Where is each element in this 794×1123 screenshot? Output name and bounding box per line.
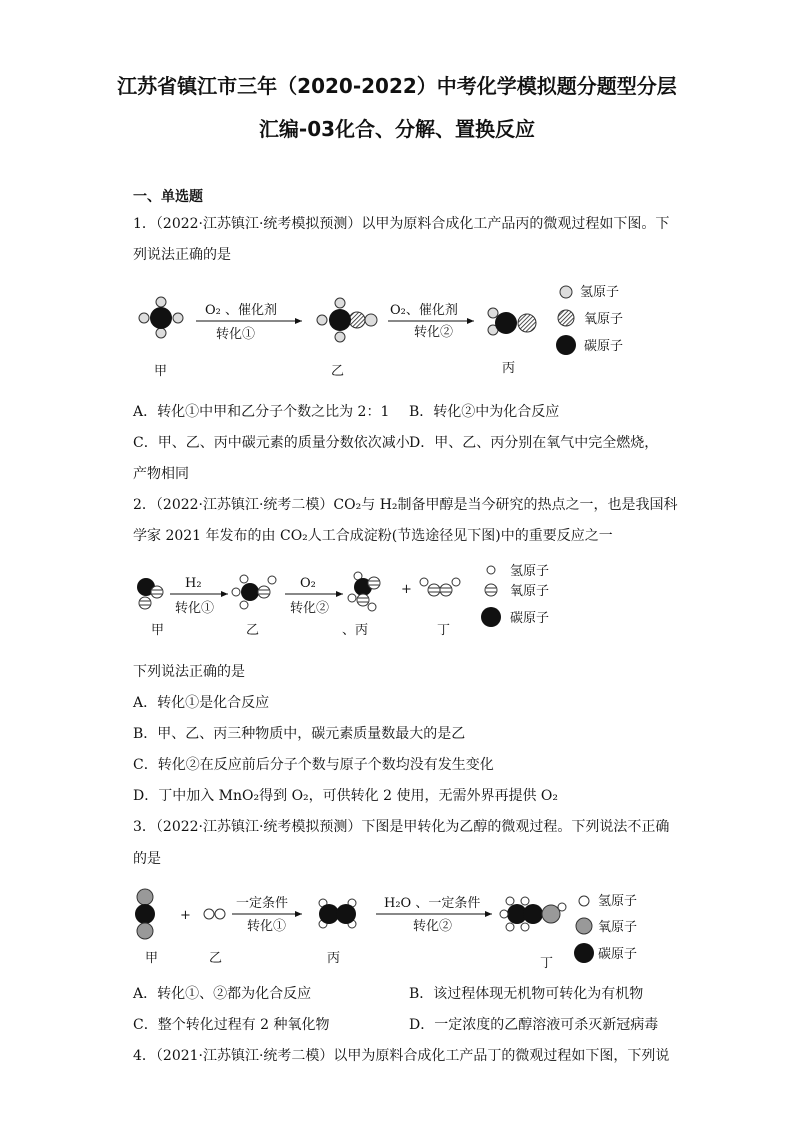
q2-arrow1-top: H₂	[185, 576, 202, 591]
q3-option-c: C．整个转化过程有 2 种氧化物	[133, 1017, 330, 1033]
q1-label-bing: 丙	[502, 361, 516, 376]
q1-stem-line2: 列说法正确的是	[133, 247, 231, 263]
q3-legend-o: 氧原子	[598, 920, 638, 935]
q2-molecule-yi	[232, 575, 276, 609]
q2-legend	[481, 564, 549, 627]
q2-label-jia: 甲	[151, 623, 165, 638]
q3-option-d: D．一定浓度的乙醇溶液可杀灭新冠病毒	[409, 1017, 659, 1033]
q2-molecule-jia	[137, 578, 163, 609]
q1-option-c: C．甲、乙、丙中碳元素的质量分数依次减小	[133, 435, 410, 451]
q1-arrow2-top: O₂、催化剂	[390, 303, 458, 318]
q1-molecule-bing	[488, 308, 536, 335]
q3-label-jia: 甲	[145, 951, 159, 966]
q2-arrow1-bottom: 转化①	[175, 601, 215, 616]
q3-option-a: A．转化①、②都为化合反应	[133, 986, 312, 1002]
q1-legend-c: 碳原子	[584, 339, 624, 354]
q1-option-d: D．甲、乙、丙分别在氧气中完全燃烧，	[409, 435, 659, 451]
q3-plus: +	[180, 908, 191, 923]
q1-legend-h: 氢原子	[580, 285, 620, 300]
q3-label-yi: 乙	[209, 951, 223, 966]
q3-molecule-ding	[500, 897, 566, 931]
q2-legend-h: 氢原子	[510, 564, 550, 579]
q2-stem-line1: 2．（2022·江苏镇江·统考二模）CO₂与 H₂制备甲醇是当今研究的热点之一，也是我国科	[133, 497, 678, 513]
q3-legend-h: 氢原子	[598, 894, 638, 909]
q2-option-c: C．转化②在反应前后分子个数与原子个数均没有发生变化	[133, 757, 494, 773]
q3-molecule-jia	[135, 889, 155, 939]
q3-molecule-yi	[204, 909, 225, 919]
q2-stem-line2: 学家 2021 年发布的由 CO₂人工合成淀粉(节选途径见下图)中的重要反应之一	[133, 528, 613, 544]
q2-arrow2-bottom: 转化②	[290, 601, 330, 616]
q3-molecule-bing	[319, 899, 356, 928]
q3-stem-line1: 3．（2022·江苏镇江·统考模拟预测）下图是甲转化为乙醇的微观过程。下列说法不正确	[133, 819, 670, 835]
q2-option-a: A．转化①是化合反应	[133, 695, 270, 711]
q2-legend-c: 碳原子	[510, 611, 550, 626]
q3-legend-c: 碳原子	[598, 947, 638, 962]
q2-option-d: D．丁中加入 MnO₂得到 O₂，可供转化 2 使用，无需外界再提供 O₂	[133, 788, 559, 804]
q3-arrow1-bottom: 转化①	[247, 919, 287, 934]
q2-molecule-ding	[420, 578, 460, 596]
q2-label-bing: 、丙	[342, 623, 369, 638]
q1-label-yi: 乙	[331, 364, 345, 379]
q1-option-b: B．转化②中为化合反应	[409, 404, 560, 420]
q3-arrow2-top: H₂O 、一定条件	[384, 896, 481, 911]
q2-legend-o: 氧原子	[510, 584, 550, 599]
q3-stem-line2: 的是	[133, 851, 161, 867]
q1-arrow1-top: O₂ 、催化剂	[205, 303, 278, 318]
q2-question: 下列说法正确的是	[133, 664, 245, 680]
q1-arrow2-bottom: 转化②	[414, 325, 454, 340]
q1-arrow1-bottom: 转化①	[216, 327, 256, 342]
section-heading: 一、单选题	[133, 189, 203, 205]
doc-title-line1: 江苏省镇江市三年（2020-2022）中考化学模拟题分题型分层	[117, 74, 677, 98]
q3-arrow2-bottom: 转化②	[413, 919, 453, 934]
q2-label-yi: 乙	[246, 623, 260, 638]
q3-option-b: B．该过程体现无机物可转化为有机物	[409, 986, 644, 1002]
q1-legend	[556, 285, 623, 355]
q1-molecule-jia	[139, 297, 183, 338]
q2-arrow2-top: O₂	[300, 576, 316, 591]
q3-label-ding: 丁	[540, 956, 554, 971]
q1-label-jia: 甲	[154, 364, 168, 379]
doc-title-line2: 汇编-03化合、分解、置换反应	[258, 117, 536, 141]
q1-option-d-cont: 产物相同	[133, 466, 189, 482]
q2-label-ding: 丁	[437, 623, 451, 638]
q3-arrow1-top: 一定条件	[236, 896, 289, 911]
q1-molecule-yi	[317, 298, 377, 342]
q2-molecule-bing	[348, 572, 380, 611]
q3-label-bing: 丙	[327, 951, 341, 966]
q1-legend-o: 氧原子	[584, 312, 624, 327]
q2-option-b: B．甲、乙、丙三种物质中，碳元素质量数最大的是乙	[133, 726, 466, 742]
q2-plus: +	[401, 582, 412, 597]
q1-option-a: A．转化①中甲和乙分子个数之比为 2：1	[133, 404, 390, 420]
q1-stem-line1: 1．（2022·江苏镇江·统考模拟预测）以甲为原料合成化工产品丙的微观过程如下图。下	[133, 216, 670, 232]
q4-stem-line1: 4．（2021·江苏镇江·统考二模）以甲为原料合成化工产品丁的微观过程如下图，下列说	[133, 1048, 670, 1064]
q3-legend	[574, 894, 637, 963]
